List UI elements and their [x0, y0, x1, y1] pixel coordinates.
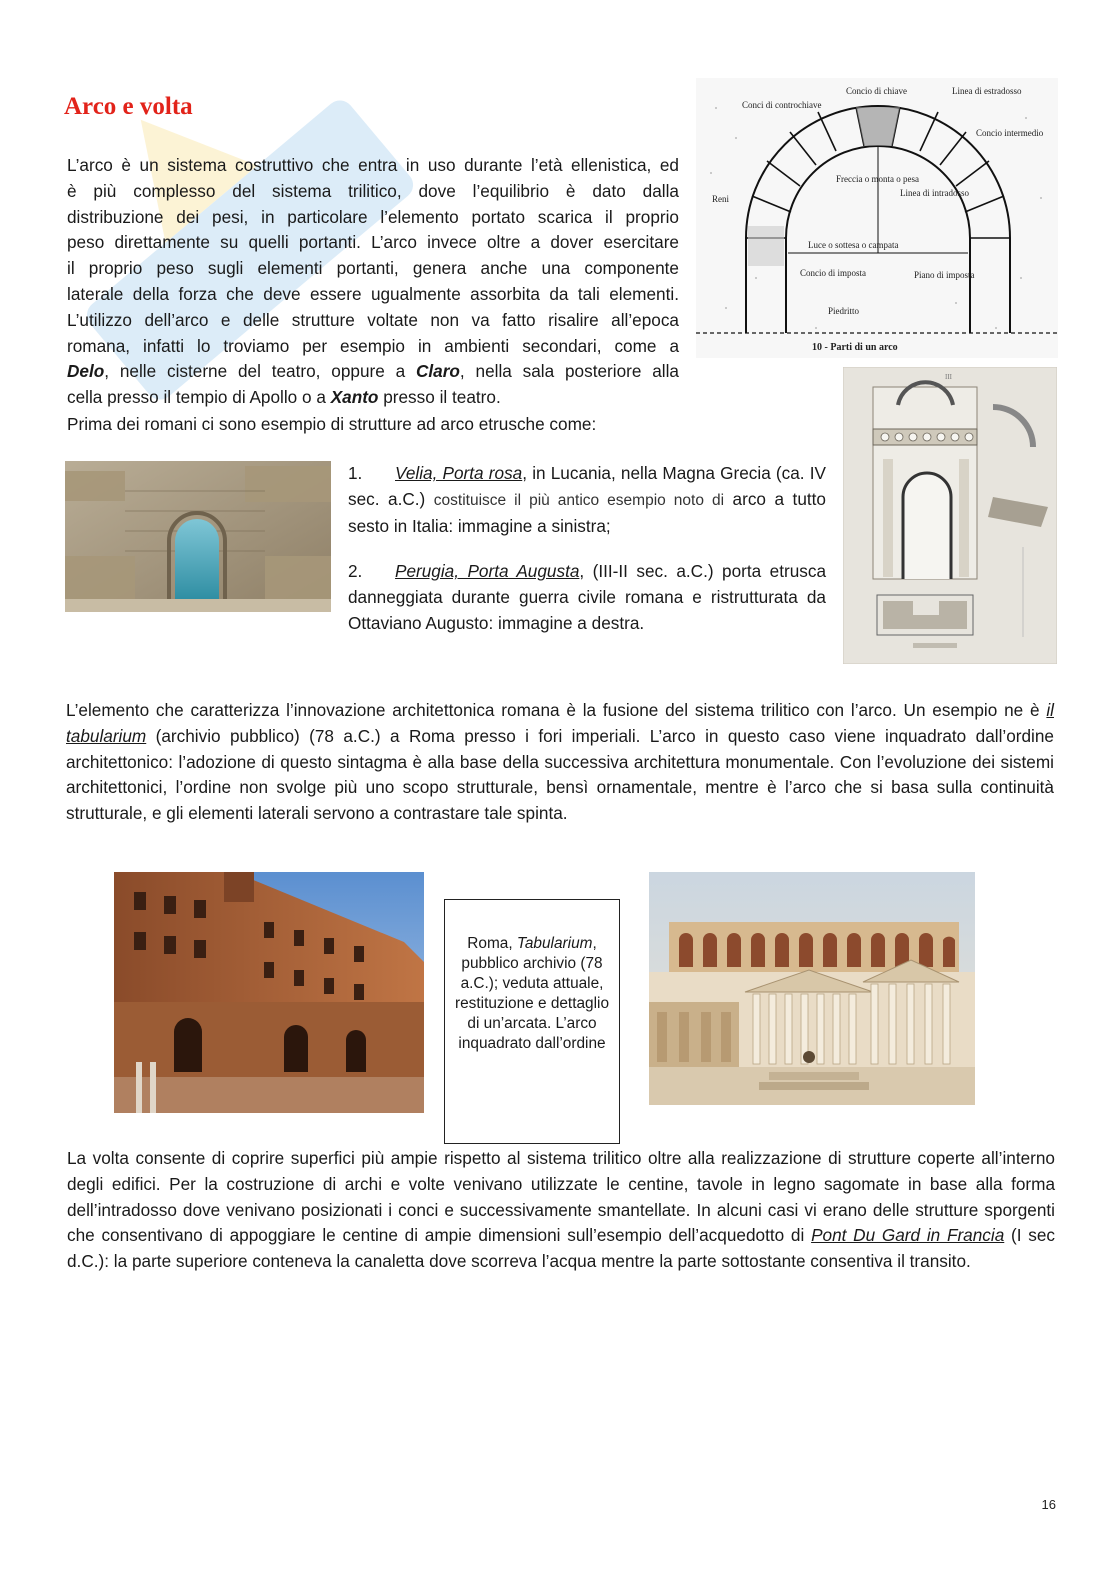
place-delo: Delo	[67, 361, 105, 382]
place-xanto: Xanto	[330, 387, 379, 408]
text-line: il proprio peso sugli elementi portanti, genera anche una componente	[67, 258, 679, 279]
text-fragment: (I sec d.C.): la parte superiore conteneva la canaletta dove scorreva l’acqua mentre la parte sottostante consentiva il transito.	[67, 1225, 1055, 1272]
label-reni: Reni	[712, 194, 729, 204]
list-item	[348, 461, 826, 539]
arch-parts-diagram	[696, 78, 1058, 358]
etruscan-arches-list	[348, 461, 826, 657]
text-fragment: , pubblico archivio (78 a.C.); veduta attuale, restituzione e dettaglio di un’arcata. L’arco inquadrato dall’ordine	[455, 935, 610, 1052]
tabularium-photo	[114, 872, 424, 1113]
text-line: L’utilizzo dell’arco e delle strutture voltate non va fatto risalire all’epoca	[67, 309, 679, 330]
place-claro: Claro	[415, 361, 460, 382]
text-fragment: , nella sala posteriore alla	[459, 361, 679, 382]
text-fragment: , nelle cisterne del teatro, oppure a	[104, 361, 416, 382]
caption-italic: Tabularium	[516, 935, 593, 952]
label-span: Luce o sottesa o campata	[808, 240, 899, 250]
text-fragment: L’elemento che caratterizza l’innovazione architettonica romana è la fusione del sistema trilitico con l’arco. Un esempio ne è	[66, 700, 1047, 720]
text-fragment: cella presso il tempio di Apollo o a	[67, 387, 331, 408]
tabularium-reconstruction	[649, 872, 975, 1105]
text-line: distribuzione dei pesi, in particolare l’elemento portato scarica il proprio	[67, 206, 679, 227]
link-pont-du-gard[interactable]: Pont Du Gard in Francia	[811, 1225, 1005, 1246]
list-number: 1.	[348, 463, 363, 483]
label-rise: Freccia o monta o pesa	[836, 174, 919, 184]
tabularium-paragraph	[66, 698, 1054, 827]
text-fragment: , in Lucania, nella Magna Grecia (ca. IV sec. a.C.)	[348, 463, 826, 509]
intro-paragraph	[67, 153, 679, 411]
text-fragment: presso il teatro.	[378, 387, 501, 408]
text-line	[67, 359, 679, 385]
text-line	[67, 385, 679, 411]
text-fragment: arco a tutto sesto in Italia: immagine a sinistra;	[348, 488, 826, 536]
etruscan-intro: Prima dei romani ci sono esempio di strutture ad arco etrusche come:	[67, 414, 597, 434]
page-title: Arco e volta	[64, 93, 193, 120]
text-line: L’arco è un sistema costruttivo che entra in uso durante l’età ellenistica, ed	[67, 155, 679, 175]
label-pier: Piedritto	[828, 306, 859, 316]
text-fragment: , (III-II sec. a.C.) porta etrusca danneggiata durante guerra civile romana e ristrutturata da Ottaviano Augusto: immagine a destra.	[348, 561, 827, 633]
label-impost-block: Concio di imposta	[800, 268, 866, 278]
text-fragment: La volta consente di coprire superfici più ampie rispetto al sistema trilitico oltre alla realizzazione di strutture coperte all’interno degli edifici. Per la costruzione di archi e volte venivano utilizzate le centine, tavole in legno sagomate in base alla forma dell’intradosso dove venivano posizionati i conci e successivamente smantellate. In alcuni casi vi erano delle strutture sporgenti che consentivano di appoggiare le centine di ampie dimensioni sull’esempio dell’acquedotto di	[67, 1148, 1055, 1246]
drawing-label: III	[945, 373, 952, 381]
text-fragment: Roma,	[467, 935, 517, 952]
text-line: romana, infatti lo troviamo per esempio in ambienti secondari, come a	[67, 335, 679, 356]
label-keystone: Concio di chiave	[846, 86, 907, 96]
link-perugia[interactable]: Perugia, Porta Augusta	[395, 561, 580, 582]
porta-augusta-drawing	[843, 367, 1057, 664]
page-number: 16	[1041, 1497, 1056, 1512]
porta-rosa-photo	[65, 461, 331, 612]
link-velia[interactable]: Velia, Porta rosa	[395, 463, 523, 483]
link-tabularium[interactable]: il tabularium	[66, 700, 1054, 746]
text-line: peso direttamente su quelli portanti. L’arco invece oltre a dover esercitare	[67, 232, 679, 253]
list-item	[348, 559, 826, 636]
diagram-caption: 10 - Parti di un arco	[812, 342, 898, 353]
label-intrados: Linea di intradosso	[900, 188, 969, 198]
list-number: 2.	[348, 561, 363, 582]
text-line: è più complesso del sistema trilitico, dove l’equilibrio è dato dalla	[67, 180, 679, 201]
label-extrados: Linea di estradosso	[952, 86, 1022, 96]
label-intermediate: Concio intermedio	[976, 128, 1044, 138]
text-fragment: costituisce il più antico esempio noto di	[433, 491, 725, 509]
tabularium-caption	[444, 899, 620, 1144]
volta-paragraph	[67, 1146, 1055, 1275]
text-fragment: (archivio pubblico) (78 a.C.) a Roma presso i fori imperiali. L’arco in questo caso viene inquadrato dall’ordine architettonico: l’adozione di questo sintagma è alla base della successiva architettura monumentale. Con l’evoluzione dei sistemi architettonici, l’ordine non svolge più uno scopo strutturale, bensì ornamentale, mentre è l’arco che si basa sulla continuità strutturale, e gli elementi laterali servono a contrastare tale spinta.	[66, 725, 1054, 824]
label-counter-keystone: Conci di controchiave	[742, 100, 822, 110]
text-line: laterale della forza che deve essere ugualmente assorbita da tali elementi.	[67, 283, 679, 304]
label-impost-plane: Piano di imposta	[914, 270, 975, 280]
